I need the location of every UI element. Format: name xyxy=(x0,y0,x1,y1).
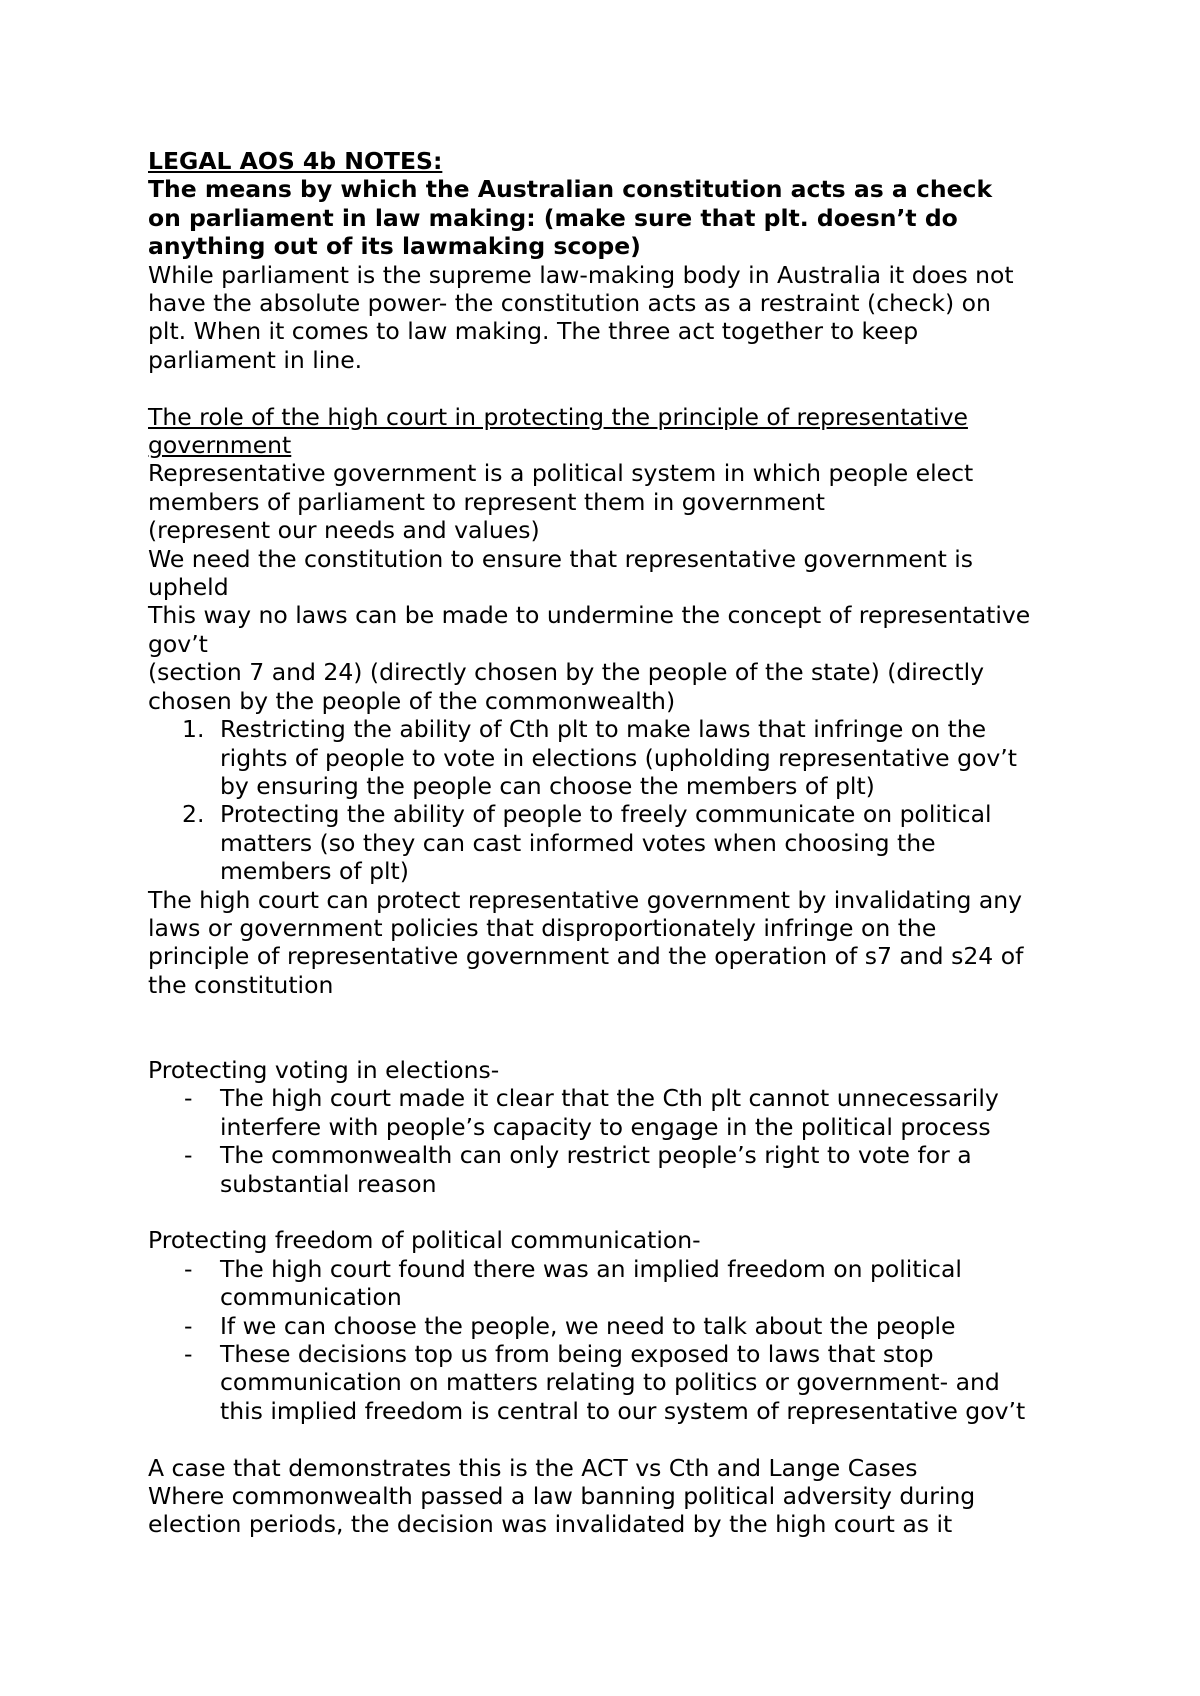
closing-line: the constitution xyxy=(148,970,334,999)
list-item xyxy=(148,1312,1078,1340)
intro-paragraph xyxy=(148,261,1078,375)
list-item-line: The high court found there was an implied freedom on political xyxy=(220,1254,962,1283)
list-item-line: Protecting the ability of people to freely communicate on political xyxy=(220,800,992,829)
dash-bullet: - xyxy=(184,1084,193,1113)
blank-line xyxy=(148,1198,1078,1226)
intro-line: parliament in line. xyxy=(148,345,363,374)
dash-bullet: - xyxy=(184,1141,193,1170)
section-heading: government xyxy=(148,431,292,460)
section-heading: Protecting freedom of political communication- xyxy=(148,1226,701,1255)
blank-line xyxy=(148,1425,1078,1453)
body-line: (represent our needs and values) xyxy=(148,516,540,545)
closing-line: principle of representative government and the operation of s7 and s24 of xyxy=(148,942,1024,971)
bullet-list xyxy=(148,1084,1078,1198)
list-item-line: interfere with people’s capacity to engage in the political process xyxy=(220,1112,991,1141)
document-page xyxy=(148,147,1078,1539)
list-item-line: by ensuring the people can choose the members of plt) xyxy=(220,771,875,800)
list-item-line: Restricting the ability of Cth plt to make laws that infringe on the xyxy=(220,715,987,744)
dash-bullet: - xyxy=(184,1254,193,1283)
section-political-communication xyxy=(148,1226,1078,1425)
main-heading-line: The means by which the Australian constitution acts as a check xyxy=(148,175,993,204)
list-item-line: members of plt) xyxy=(220,857,409,886)
list-item xyxy=(148,1141,1078,1198)
list-item xyxy=(148,1340,1078,1425)
blank-line xyxy=(148,374,1078,402)
bullet-list xyxy=(148,1255,1078,1425)
list-item-line: substantial reason xyxy=(220,1169,437,1198)
list-item-line: communication on matters relating to politics or government- and xyxy=(220,1368,1000,1397)
main-heading-line: anything out of its lawmaking scope) xyxy=(148,232,641,261)
list-item-line: rights of people to vote in elections (upholding representative gov’t xyxy=(220,743,1017,772)
main-heading-line: on parliament in law making: (make sure that plt. doesn’t do xyxy=(148,203,958,232)
intro-line: While parliament is the supreme law-making body in Australia it does not xyxy=(148,260,1014,289)
dash-bullet: - xyxy=(184,1340,193,1368)
section-case-example xyxy=(148,1454,1078,1539)
closing-line: laws or government policies that disproportionately infringe on the xyxy=(148,913,937,942)
body-line: chosen by the people of the commonwealth) xyxy=(148,686,676,715)
list-number: 1. xyxy=(182,715,205,744)
body-line: (section 7 and 24) (directly chosen by the people of the state) (directly xyxy=(148,658,985,687)
list-item-line: communication xyxy=(220,1283,402,1312)
intro-line: have the absolute power- the constitution acts as a restraint (check) on xyxy=(148,289,991,318)
section-representative-government xyxy=(148,403,1078,1000)
section-heading: Protecting voting in elections- xyxy=(148,1055,500,1084)
body-line: upheld xyxy=(148,573,229,602)
body-line: gov’t xyxy=(148,629,208,658)
case-line: Where commonwealth passed a law banning political adversity during xyxy=(148,1482,976,1511)
case-line: A case that demonstrates this is the ACT vs Cth and Lange Cases xyxy=(148,1453,918,1482)
closing-line: The high court can protect representative government by invalidating any xyxy=(148,885,1023,914)
body-line: We need the constitution to ensure that representative government is xyxy=(148,544,974,573)
numbered-list xyxy=(148,715,1078,885)
body-line: Representative government is a political system in which people elect xyxy=(148,459,974,488)
blank-line xyxy=(148,1028,1078,1056)
dash-bullet: - xyxy=(184,1311,193,1340)
list-item xyxy=(148,715,1078,800)
body-line: members of parliament to represent them in government xyxy=(148,487,826,516)
section-heading: The role of the high court in protecting the principle of representative xyxy=(148,402,968,431)
list-item xyxy=(148,1255,1078,1312)
list-item-line: this implied freedom is central to our system of representative gov’t xyxy=(220,1396,1026,1425)
section-protecting-voting xyxy=(148,1056,1078,1198)
list-item-line: matters (so they can cast informed votes when choosing the xyxy=(220,828,936,857)
document-title: LEGAL AOS 4b NOTES: xyxy=(148,147,443,175)
blank-line xyxy=(148,999,1078,1027)
list-item-line: The commonwealth can only restrict people’s right to vote for a xyxy=(220,1141,972,1170)
list-item-line: The high court made it clear that the Cth plt cannot unnecessarily xyxy=(220,1084,999,1113)
case-line: election periods, the decision was invalidated by the high court as it xyxy=(148,1510,953,1539)
main-heading xyxy=(148,175,1078,260)
intro-line: plt. When it comes to law making. The three act together to keep xyxy=(148,317,919,346)
list-item xyxy=(148,1084,1078,1141)
list-item-line: These decisions top us from being exposed to laws that stop xyxy=(220,1340,934,1368)
body-line: This way no laws can be made to undermine the concept of representative xyxy=(148,601,1031,630)
list-item-line: If we can choose the people, we need to talk about the people xyxy=(220,1311,956,1340)
list-number: 2. xyxy=(182,800,205,829)
list-item xyxy=(148,800,1078,885)
